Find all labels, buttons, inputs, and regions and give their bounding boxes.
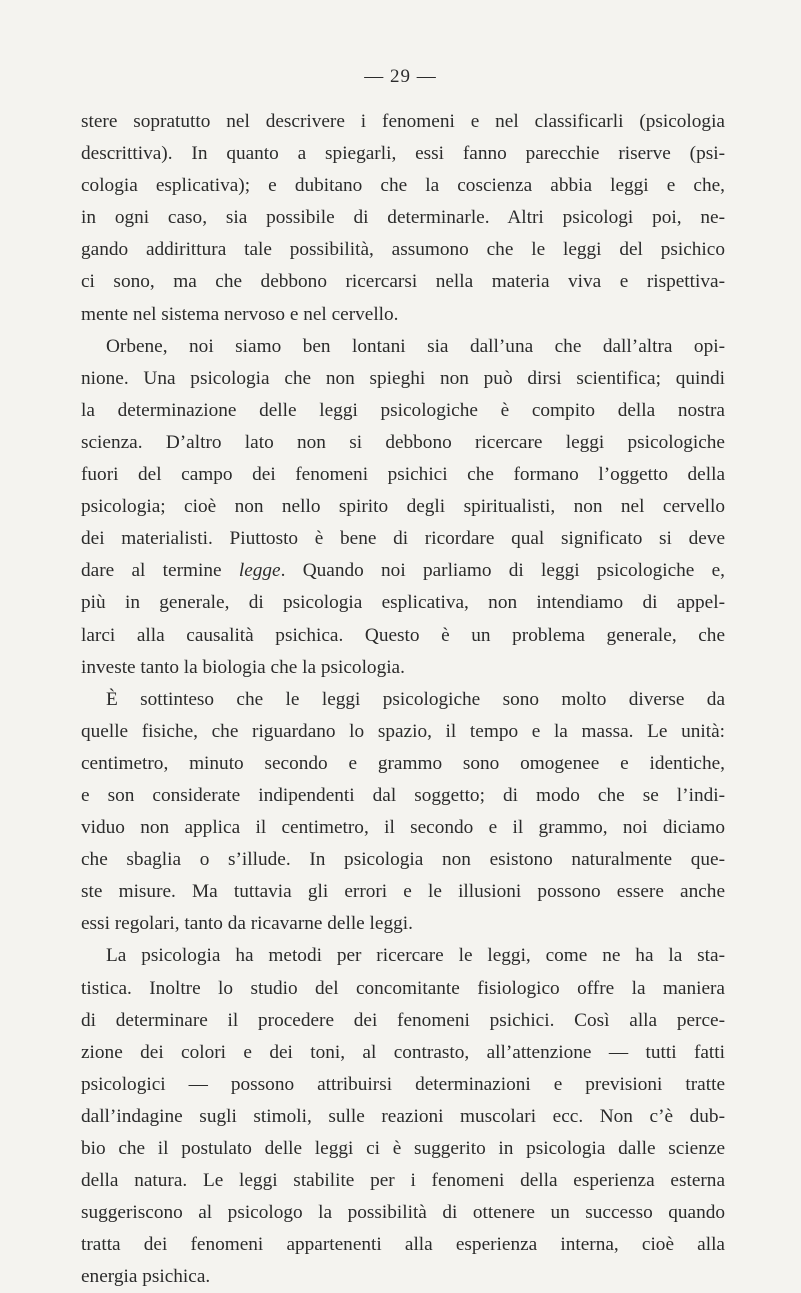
text-line: energia psichica. <box>81 1266 211 1288</box>
text-line: scienza. D’altro lato non si debbono ricercare leggi psicologiche <box>81 431 725 453</box>
text-line: che sbaglia o s’illude. In psicologia non esistono naturalmente que- <box>81 849 725 871</box>
text-line: centimetro, minuto secondo e grammo sono omogenee e identiche, <box>81 752 725 774</box>
text-line: in ogni caso, sia possibile di determinarle. Altri psicologi poi, ne- <box>81 207 725 229</box>
text-segment: dare al termine <box>81 560 239 582</box>
text-line: suggeriscono al psicologo la possibilità di ottenere un successo quando <box>81 1202 725 1224</box>
text-line: dall’indagine sugli stimoli, sulle reazioni muscolari ecc. Non c’è dub- <box>81 1105 725 1127</box>
text-line: larci alla causalità psichica. Questo è un problema generale, che <box>81 624 725 646</box>
text-line: fuori del campo dei fenomeni psichici che formano l’oggetto della <box>81 464 725 486</box>
text-line: e son considerate indipendenti dal soggetto; di modo che se l’indi- <box>81 784 725 806</box>
text-line: Orbene, noi siamo ben lontani sia dall’una che dall’altra opi- <box>106 335 725 357</box>
text-line: investe tanto la biologia che la psicologia. <box>81 656 405 678</box>
body-text <box>81 106 725 1293</box>
text-line: dei materialisti. Piuttosto è bene di ricordare qual significato si deve <box>81 528 725 550</box>
text-line: più in generale, di psicologia esplicativa, non intendiamo di appel- <box>81 592 725 614</box>
text-line: cologia esplicativa); e dubitano che la coscienza abbia leggi e che, <box>81 175 725 197</box>
text-segment: . Quando noi parliamo di leggi psicologiche e, <box>280 560 726 582</box>
text-line: essi regolari, tanto da ricavarne delle leggi. <box>81 913 413 935</box>
text-line: La psicologia ha metodi per ricercare le leggi, come ne ha la sta- <box>106 945 725 967</box>
text-line: zione dei colori e dei toni, al contrasto, all’attenzione — tutti fatti <box>81 1041 725 1063</box>
text-line: di determinare il procedere dei fenomeni psichici. Così alla perce- <box>81 1009 725 1031</box>
text-line: psicologia; cioè non nello spirito degli spiritualisti, non nel cervello <box>81 496 725 518</box>
text-line: gando addirittura tale possibilità, assumono che le leggi del psichico <box>81 239 725 261</box>
text-line: la determinazione delle leggi psicologiche è compito della nostra <box>81 399 725 421</box>
text-line: nione. Una psicologia che non spieghi non può dirsi scientifica; quindi <box>81 367 725 389</box>
text-line: stere sopratutto nel descrivere i fenomeni e nel classificarli (psicologia <box>81 111 725 132</box>
text-line: descrittiva). In quanto a spiegarli, essi fanno parecchie riserve (psi- <box>81 143 725 165</box>
text-line: È sottinteso che le leggi psicologiche sono molto diverse da <box>106 688 725 710</box>
text-line: tratta dei fenomeni appartenenti alla esperienza interna, cioè alla <box>81 1234 725 1256</box>
text-line: quelle fisiche, che riguardano lo spazio, il tempo e la massa. Le unità: <box>81 720 725 742</box>
text-line: psicologici — possono attribuirsi determinazioni e previsioni tratte <box>81 1073 725 1095</box>
text-line <box>81 555 725 587</box>
text-line: della natura. Le leggi stabilite per i fenomeni della esperienza esterna <box>81 1170 725 1192</box>
text-line: viduo non applica il centimetro, il secondo e il grammo, noi diciamo <box>81 817 725 839</box>
text-line: mente nel sistema nervoso e nel cervello. <box>81 303 399 325</box>
text-line: tistica. Inoltre lo studio del concomitante fisiologico offre la maniera <box>81 977 725 999</box>
text-line: ci sono, ma che debbono ricercarsi nella materia viva e rispettiva- <box>81 271 725 293</box>
text-line: bio che il postulato delle leggi ci è suggerito in psicologia dalle scienze <box>81 1138 725 1159</box>
page-number: — 29 — <box>364 66 437 87</box>
italic-term: legge <box>238 560 281 582</box>
text-line: ste misure. Ma tuttavia gli errori e le illusioni possono essere anche <box>81 881 725 903</box>
